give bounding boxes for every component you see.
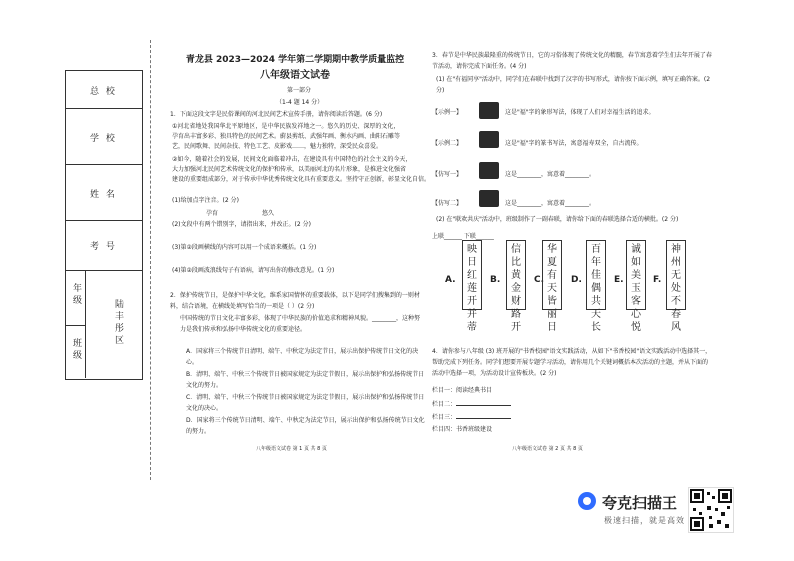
couplet-answer-line: 上联______ 下联______ — [432, 233, 494, 240]
question-1: 1．下面这段文字是民俗课间的河北民间艺术宣传手册，请你阅读后答题。(6 分) — [170, 111, 383, 118]
part-score: （1-4 题 14 分） — [276, 99, 324, 106]
option-a: A．国家将三个传统节日清明、端午、中秋定为法定节日，展示出保护传统节日文化的决心。 — [186, 348, 419, 366]
couplet-letter: F. — [653, 275, 662, 285]
passage-line: 艺，民间歌舞、民间杂技、特色工艺、皮影戏……，魅力独特，深受民众喜爱。 — [172, 143, 383, 150]
calligraphy-fu-image — [479, 131, 499, 148]
column-row — [432, 412, 511, 423]
sub-question-3: (3)第②段画横线的内容可以用一个成语来概括。(1 分) — [172, 244, 317, 251]
example-text: 这是"福"字的篆书写法，寓意福寿双全，自古流传。 — [505, 140, 643, 147]
imitation-tag: 【仿写二】 — [432, 200, 463, 207]
exam-subtitle: 八年级语文试卷 — [260, 70, 330, 81]
calligraphy-fu-image — [479, 162, 499, 179]
binding-label: 姓 名 — [90, 190, 117, 200]
sub-question-2: (2)文段中有两个错别字，请指出来，并改正。(2 分) — [172, 221, 311, 228]
binding-label: 考 号 — [90, 242, 117, 252]
column-value: 阅读经典书目 — [456, 387, 493, 394]
area-label: 陆丰彤区 — [113, 299, 123, 347]
exam-title: 青龙县 2023—2024 学年第二学期期中教学质量监控 — [185, 55, 405, 65]
column-label: 栏目四： — [432, 426, 457, 433]
couplet-box: 神州无处不春风 — [666, 240, 686, 310]
grade-label: 年级 — [71, 283, 81, 307]
passage-line: ②如今，随着社会的发展，民间文化面临着冲击，在建设具有中国特色的社会主义的今天， — [172, 156, 412, 163]
column-row — [432, 386, 492, 396]
passage-line: 建设的重要组成部分，对于传承中华优秀传统文化具有重要意义。坚持守正创新，彰显文化自信。 — [172, 176, 431, 183]
binding-cell — [66, 109, 142, 165]
brand-name: 夸克扫描王 — [602, 494, 678, 512]
passage-line: 孕育出丰富多彩、独具特色的民间艺术。蔚县剪纸、武强年画、衡水内画、曲阳石雕等 — [172, 133, 401, 140]
calligraphy-fu-image — [479, 190, 499, 207]
qr-code-icon — [688, 487, 734, 533]
part-label: 第一部分 — [287, 87, 312, 94]
column-label: 栏目二： — [432, 401, 457, 408]
passage-para-2 — [172, 155, 430, 185]
column-blank[interactable] — [456, 412, 511, 419]
question-3: 3．春节是中华民族最隆重的传统节日，它的习俗体现了传统文化的精髓，春节寓意着学生们去年开展了春节活动，请你完成下面任务。(4 分) — [432, 52, 712, 70]
couplet-letter: D. — [571, 275, 582, 285]
imitation-text: 这是________，寓意着________。 — [505, 171, 596, 178]
couplet-letter: B. — [490, 275, 501, 285]
binding-label: 总 校 — [90, 87, 117, 97]
binding-cell — [66, 71, 142, 109]
class-cell — [66, 326, 86, 378]
page-footer-right: 八年级语文试卷 第 2 页 共 8 页 — [512, 446, 583, 452]
couplet-letter: C. — [534, 275, 545, 285]
column-label: 栏目三： — [432, 414, 457, 421]
question-4: 4．请你参与八年级 (3) 班开展的"书香校园"语文实践活动，从如下"书香校园"语文实践活动中选择其一，帮助完成下列任务。同学们想要开展专题学习活动，请你用几个关键词概括本次活动的主题，并从下面的活动中选择一项，为活动设计宣传板块。(2 分) — [432, 348, 712, 377]
passage-line: 大力加强河北民间艺术传统文化的保护和传承，以美丽河北的名片形象，是推进文化强省 — [172, 166, 407, 173]
sub-question-1: (1)给加点字注音。(2 分) — [172, 197, 239, 204]
question-2-text: 中国传统的节日文化丰富多彩，体现了中华民族的价值追求和精神风貌。________，这种努力是我们传承和弘扬中华传统文化的重要途径。 — [180, 315, 421, 333]
pinyin-word: 孕育 — [206, 210, 219, 217]
binding-cell — [66, 221, 142, 271]
column-value: 书香班级建设 — [456, 426, 493, 433]
question-2: 2．保护传统节日，是保护中华文化，维系家国情怀的重要载体，以下是同学们搜集到的一则材料，结合语境，在横线处填写恰当的一项是（ ）(2 分) — [170, 292, 420, 310]
couplet-box: 百年佳偶共天长 — [586, 240, 606, 310]
option-c: C．清明、端午、中秋三个传统节日被国家规定为法定节假日，展示出保护和弘扬传统节日文化的决心。 — [186, 394, 425, 412]
binding-label: 学 校 — [90, 134, 117, 144]
quark-logo-icon — [578, 492, 596, 510]
pinyin-word: 悠久 — [262, 210, 275, 217]
calligraphy-fu-image — [479, 102, 499, 119]
seal-line — [150, 40, 151, 480]
option-d: D．国家将三个传统节日清明、端午、中秋定为法定节日，展示出保护和弘扬传统节日文化的努力。 — [186, 417, 425, 435]
option-b: B．清明、端午、中秋三个传统节日被国家规定为法定节假日，展示出保护和弘扬传统节日文化的努力。 — [186, 371, 425, 389]
couplet-box: 华夏有天皆丽日 — [542, 240, 562, 310]
column-row — [432, 399, 511, 410]
binding-strip — [65, 70, 143, 380]
imitation-text: 这是________，寓意着________。 — [505, 200, 596, 207]
couplet-box: 信比黄金财路开 — [506, 240, 526, 310]
binding-cell — [66, 165, 142, 221]
sub-question-4: (4)第②段画波浪线句子有语病，请写出你的修改意见。(1 分) — [172, 267, 335, 274]
example-text: 这是"福"字的象形写法，体现了人们对幸福生活的追求。 — [505, 109, 655, 116]
brand-slogan: 极速扫描，就是高效 — [604, 516, 685, 525]
grade-cell — [66, 271, 86, 326]
column-blank[interactable] — [456, 399, 511, 406]
column-row — [432, 425, 492, 435]
couplet-box: 诚如美玉客心悦 — [626, 240, 646, 310]
column-label: 栏目一： — [432, 387, 457, 394]
passage-para-1 — [172, 122, 400, 152]
question-3-sub-1: (1) 在"有福同享"活动中，同学们在春联中找到了汉字的书写形式，请你按下面示例，填写正确答案。(2 分) — [436, 76, 711, 94]
couplet-box: 映日红莲开并蒂 — [462, 240, 482, 310]
passage-line: ①河北省地处我国华北平原地区，是中华民族发祥地之一。悠久的历史、深厚的文化， — [172, 123, 400, 130]
question-3-sub-2: (2) 在"联欢共庆"活动中，班级制作了一副春联，请你给下面的春联选择合适的横批。(2 分) — [436, 216, 679, 223]
couplet-letter: E. — [614, 275, 624, 285]
example-tag: 【示例一】 — [432, 109, 463, 116]
couplet-letter: A. — [445, 275, 456, 285]
imitation-tag: 【仿写一】 — [432, 171, 463, 178]
example-tag: 【示例二】 — [432, 140, 463, 147]
page-footer-left: 八年级语文试卷 第 1 页 共 8 页 — [256, 446, 327, 452]
class-label: 班级 — [71, 338, 81, 362]
